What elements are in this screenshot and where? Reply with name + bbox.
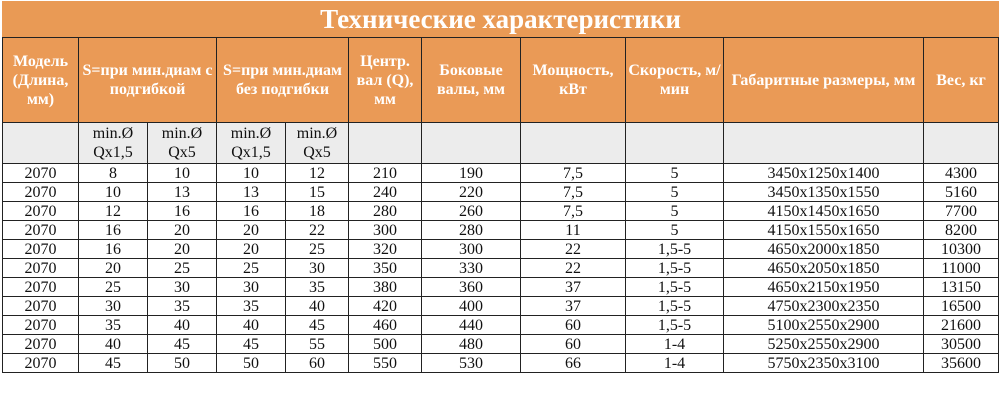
cell-center-shaft: 380 (349, 278, 422, 297)
cell-center-shaft: 420 (349, 297, 422, 316)
cell-model: 2070 (3, 259, 79, 278)
cell-dimensions: 4650x2000x1850 (724, 240, 924, 259)
cell-side-shafts: 440 (422, 316, 521, 335)
cell-power: 60 (521, 335, 626, 354)
cell-model: 2070 (3, 354, 79, 373)
cell-side-shafts: 480 (422, 335, 521, 354)
cell-dimensions: 4750x2300x2350 (724, 297, 924, 316)
cell-model: 2070 (3, 278, 79, 297)
subheader-text: Qx1,5 (231, 144, 271, 161)
cell-power: 7,5 (521, 164, 626, 183)
cell-side-shafts: 300 (422, 240, 521, 259)
cell-s-bend-min: 16 (79, 221, 148, 240)
subheader-empty (422, 123, 521, 164)
cell-s-bend-min: 10 (79, 183, 148, 202)
cell-s-bend-max: 20 (148, 221, 217, 240)
cell-power: 7,5 (521, 202, 626, 221)
subheader-empty (724, 123, 924, 164)
cell-center-shaft: 300 (349, 221, 422, 240)
cell-s-nobend-max: 15 (286, 183, 349, 202)
cell-power: 11 (521, 221, 626, 240)
spec-table (2, 1, 999, 373)
table-row (3, 316, 999, 335)
cell-s-nobend-max: 35 (286, 278, 349, 297)
cell-center-shaft: 460 (349, 316, 422, 335)
table-row (3, 183, 999, 202)
cell-s-nobend-max: 30 (286, 259, 349, 278)
header-power: Мощность, кВт (521, 38, 626, 123)
header-s-without-bend: S=при мин.диам без подгибки (217, 38, 349, 123)
cell-s-bend-max: 20 (148, 240, 217, 259)
cell-s-nobend-max: 45 (286, 316, 349, 335)
cell-power: 60 (521, 316, 626, 335)
subheader-min-diam-a (79, 123, 148, 164)
cell-power: 37 (521, 278, 626, 297)
cell-speed: 1,5-5 (626, 259, 724, 278)
cell-s-nobend-max: 55 (286, 335, 349, 354)
subheader-empty (349, 123, 422, 164)
cell-speed: 1,5-5 (626, 240, 724, 259)
cell-dimensions: 3450x1350x1550 (724, 183, 924, 202)
cell-dimensions: 3450x1250x1400 (724, 164, 924, 183)
cell-s-bend-min: 20 (79, 259, 148, 278)
cell-speed: 5 (626, 183, 724, 202)
table-row (3, 297, 999, 316)
cell-center-shaft: 550 (349, 354, 422, 373)
cell-s-bend-max: 35 (148, 297, 217, 316)
table-row (3, 278, 999, 297)
cell-s-bend-min: 16 (79, 240, 148, 259)
cell-center-shaft: 240 (349, 183, 422, 202)
cell-s-bend-min: 35 (79, 316, 148, 335)
subheader-empty (3, 123, 79, 164)
cell-s-nobend-min: 30 (217, 278, 286, 297)
cell-s-bend-min: 8 (79, 164, 148, 183)
cell-s-nobend-max: 18 (286, 202, 349, 221)
header-s-with-bend: S=при мин.диам с подгибкой (79, 38, 217, 123)
table-row (3, 164, 999, 183)
cell-weight: 11000 (924, 259, 999, 278)
subheader-text: min.Ø (296, 125, 338, 142)
cell-speed: 1,5-5 (626, 316, 724, 335)
subheader-text: min.Ø (230, 125, 272, 142)
table-row (3, 335, 999, 354)
cell-side-shafts: 260 (422, 202, 521, 221)
cell-s-bend-min: 25 (79, 278, 148, 297)
cell-s-nobend-min: 20 (217, 221, 286, 240)
cell-side-shafts: 360 (422, 278, 521, 297)
cell-s-nobend-max: 25 (286, 240, 349, 259)
header-model: Модель (Длина, мм) (3, 38, 79, 123)
cell-dimensions: 4650x2150x1950 (724, 278, 924, 297)
table-title: Технические характеристики (3, 2, 999, 38)
cell-side-shafts: 280 (422, 221, 521, 240)
subheader-min-diam-d (286, 123, 349, 164)
cell-speed: 1,5-5 (626, 278, 724, 297)
cell-power: 37 (521, 297, 626, 316)
subheader-text: min.Ø (92, 125, 134, 142)
cell-s-nobend-max: 12 (286, 164, 349, 183)
subheader-text: Qx5 (303, 144, 331, 161)
cell-weight: 16500 (924, 297, 999, 316)
cell-speed: 5 (626, 221, 724, 240)
cell-s-bend-max: 50 (148, 354, 217, 373)
header-side-shafts: Боковые валы, мм (422, 38, 521, 123)
cell-s-nobend-max: 40 (286, 297, 349, 316)
cell-model: 2070 (3, 202, 79, 221)
cell-dimensions: 4150x1450x1650 (724, 202, 924, 221)
cell-s-nobend-min: 45 (217, 335, 286, 354)
cell-s-bend-max: 40 (148, 316, 217, 335)
subheader-text: Qx5 (168, 144, 196, 161)
cell-power: 22 (521, 240, 626, 259)
cell-side-shafts: 190 (422, 164, 521, 183)
cell-s-bend-max: 13 (148, 183, 217, 202)
cell-dimensions: 5750x2350x3100 (724, 354, 924, 373)
cell-side-shafts: 530 (422, 354, 521, 373)
cell-center-shaft: 350 (349, 259, 422, 278)
cell-power: 7,5 (521, 183, 626, 202)
table-body (3, 164, 999, 373)
cell-model: 2070 (3, 183, 79, 202)
cell-speed: 1-4 (626, 354, 724, 373)
cell-weight: 7700 (924, 202, 999, 221)
subheader-text: Qx1,5 (93, 144, 133, 161)
cell-weight: 13150 (924, 278, 999, 297)
header-center-shaft: Центр. вал (Q), мм (349, 38, 422, 123)
cell-side-shafts: 220 (422, 183, 521, 202)
cell-s-nobend-min: 16 (217, 202, 286, 221)
spec-table-container (2, 1, 998, 373)
cell-s-nobend-min: 50 (217, 354, 286, 373)
cell-s-bend-max: 10 (148, 164, 217, 183)
cell-model: 2070 (3, 164, 79, 183)
cell-side-shafts: 330 (422, 259, 521, 278)
header-weight: Вес, кг (924, 38, 999, 123)
cell-speed: 5 (626, 164, 724, 183)
subheader-empty (521, 123, 626, 164)
cell-s-bend-max: 16 (148, 202, 217, 221)
cell-s-nobend-min: 10 (217, 164, 286, 183)
subheader-min-diam-c (217, 123, 286, 164)
cell-weight: 30500 (924, 335, 999, 354)
cell-s-nobend-min: 40 (217, 316, 286, 335)
cell-s-nobend-min: 13 (217, 183, 286, 202)
cell-s-nobend-min: 35 (217, 297, 286, 316)
subheader-empty (924, 123, 999, 164)
cell-power: 22 (521, 259, 626, 278)
cell-model: 2070 (3, 316, 79, 335)
header-dimensions: Габаритные размеры, мм (724, 38, 924, 123)
cell-weight: 5160 (924, 183, 999, 202)
cell-dimensions: 5250x2550x2900 (724, 335, 924, 354)
cell-model: 2070 (3, 240, 79, 259)
cell-weight: 35600 (924, 354, 999, 373)
cell-power: 66 (521, 354, 626, 373)
subheader-text: min.Ø (161, 125, 203, 142)
cell-s-bend-min: 30 (79, 297, 148, 316)
subheader-empty (626, 123, 724, 164)
cell-center-shaft: 500 (349, 335, 422, 354)
cell-speed: 5 (626, 202, 724, 221)
cell-dimensions: 4150x1550x1650 (724, 221, 924, 240)
cell-model: 2070 (3, 297, 79, 316)
header-speed: Скорость, м/мин (626, 38, 724, 123)
cell-weight: 21600 (924, 316, 999, 335)
cell-weight: 4300 (924, 164, 999, 183)
cell-s-nobend-max: 22 (286, 221, 349, 240)
cell-speed: 1-4 (626, 335, 724, 354)
subheader-min-diam-b (148, 123, 217, 164)
cell-dimensions: 5100x2550x2900 (724, 316, 924, 335)
table-row (3, 240, 999, 259)
table-row (3, 259, 999, 278)
cell-dimensions: 4650x2050x1850 (724, 259, 924, 278)
cell-center-shaft: 280 (349, 202, 422, 221)
cell-s-nobend-min: 25 (217, 259, 286, 278)
cell-model: 2070 (3, 221, 79, 240)
table-row (3, 354, 999, 373)
cell-s-bend-min: 12 (79, 202, 148, 221)
cell-s-bend-max: 25 (148, 259, 217, 278)
cell-weight: 8200 (924, 221, 999, 240)
cell-s-bend-min: 40 (79, 335, 148, 354)
cell-s-nobend-max: 60 (286, 354, 349, 373)
cell-s-nobend-min: 20 (217, 240, 286, 259)
cell-s-bend-min: 45 (79, 354, 148, 373)
cell-speed: 1,5-5 (626, 297, 724, 316)
table-row (3, 221, 999, 240)
cell-center-shaft: 320 (349, 240, 422, 259)
table-row (3, 202, 999, 221)
cell-weight: 10300 (924, 240, 999, 259)
cell-model: 2070 (3, 335, 79, 354)
cell-center-shaft: 210 (349, 164, 422, 183)
cell-s-bend-max: 45 (148, 335, 217, 354)
cell-side-shafts: 400 (422, 297, 521, 316)
cell-s-bend-max: 30 (148, 278, 217, 297)
